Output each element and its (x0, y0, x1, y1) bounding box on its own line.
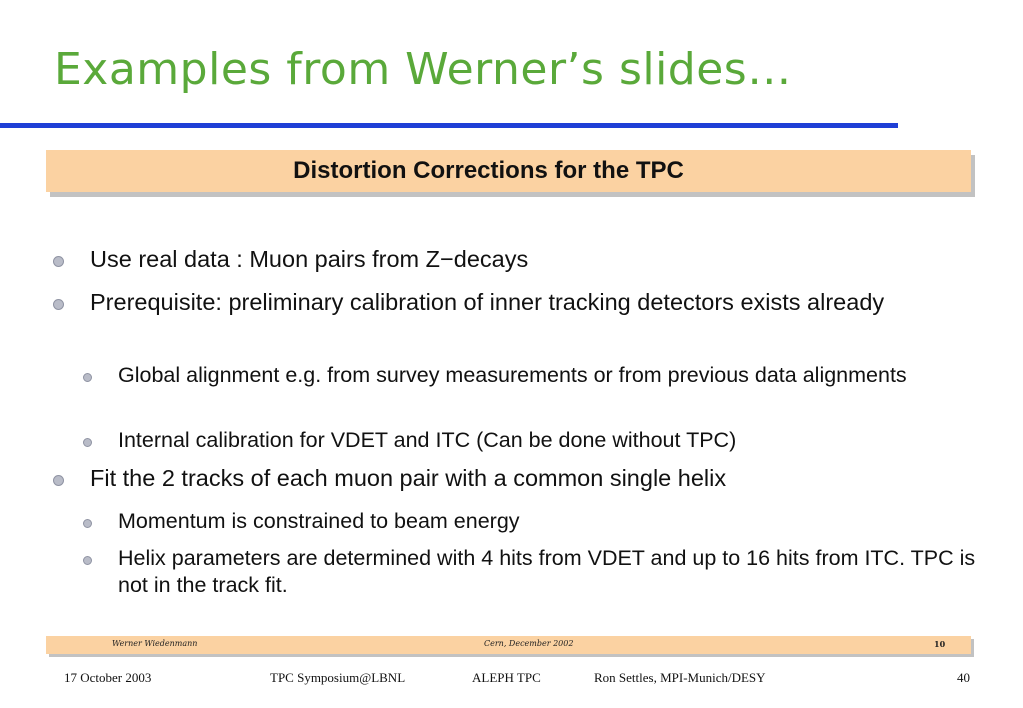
bullet-text: Internal calibration for VDET and ITC (Can be done without TPC) (118, 428, 737, 452)
bullet-text: Prerequisite: preliminary calibration of inner tracking detectors exists already (90, 289, 885, 315)
bullet-item (90, 288, 970, 317)
embedded-footer-place-date: Cern, December 2002 (484, 639, 574, 648)
bullet-item (90, 245, 970, 274)
bullet-item (90, 464, 970, 493)
embedded-slide-footer (46, 636, 971, 654)
sub-bullet-icon (83, 519, 92, 528)
embedded-footer-author: Werner Wiedenmann (112, 639, 198, 648)
bullet-text: Use real data : Muon pairs from Z−decays (90, 246, 529, 272)
slide-footer (0, 670, 1023, 688)
sub-bullet-item (118, 427, 988, 454)
footer-event: TPC Symposium@LBNL (270, 670, 406, 685)
sub-bullet-icon (83, 556, 92, 565)
sub-bullet-item (118, 362, 988, 389)
sub-bullet-item (118, 508, 988, 535)
bullet-icon (53, 299, 64, 310)
embedded-footer-page: 10 (934, 639, 946, 649)
slide-title: Examples from Werner’s slides… (54, 44, 792, 95)
sub-bullet-item (118, 545, 988, 599)
bullet-text: Momentum is constrained to beam energy (118, 509, 520, 533)
footer-page-number: 40 (957, 670, 970, 685)
bullet-text: Fit the 2 tracks of each muon pair with a common single helix (90, 465, 727, 491)
bullet-text: Helix parameters are determined with 4 hits from VDET and up to 16 hits from ITC. TPC is not in the track fit. (118, 546, 976, 597)
footer-topic: ALEPH TPC (472, 670, 541, 685)
footer-author: Ron Settles, MPI-Munich/DESY (594, 670, 766, 685)
bullet-text: Global alignment e.g. from survey measurements or from previous data alignments (118, 363, 907, 387)
bullet-icon (53, 475, 64, 486)
embedded-slide-title: Distortion Corrections for the TPC (293, 157, 684, 184)
footer-date: 17 October 2003 (64, 670, 152, 685)
sub-bullet-icon (83, 373, 92, 382)
bullet-icon (53, 256, 64, 267)
sub-bullet-icon (83, 438, 92, 447)
